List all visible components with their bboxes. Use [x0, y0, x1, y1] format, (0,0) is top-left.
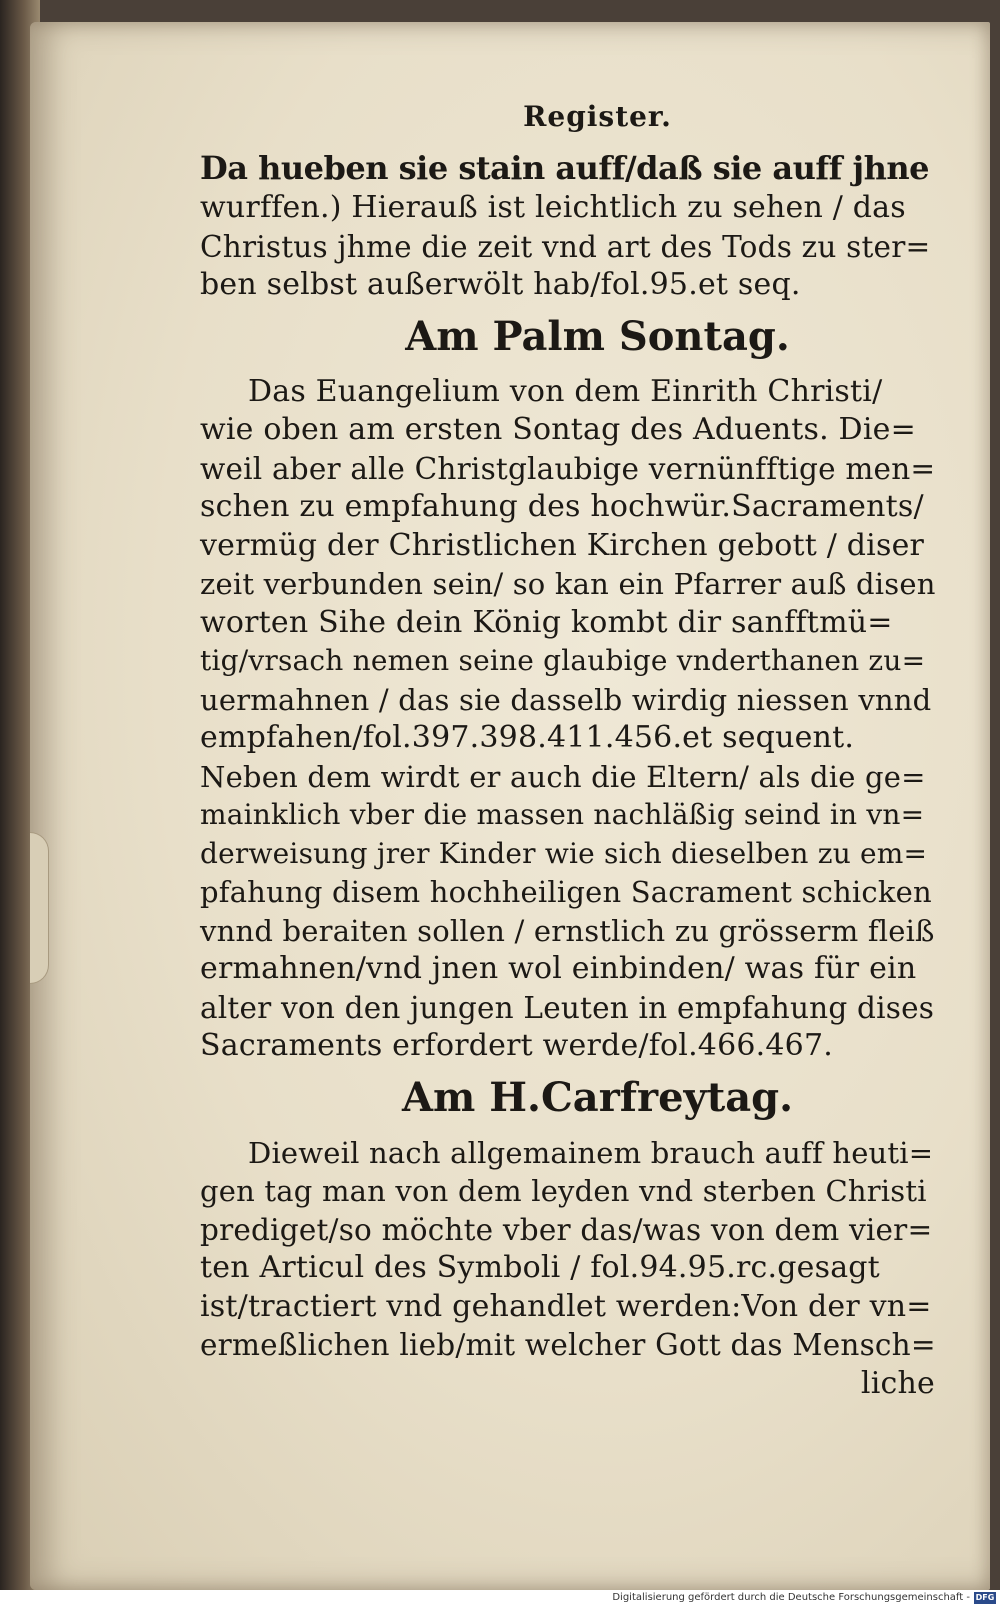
- text-line: gen tag man von dem leyden vnd sterben Christi: [200, 1174, 927, 1208]
- text-line: prediget/so möchte vber das/was von dem vier=: [200, 1212, 933, 1247]
- section-heading: Am Palm Sontag.: [405, 312, 790, 360]
- text-line: ben selbst außerwölt hab/fol.95.et seq.: [200, 267, 801, 302]
- section-1: [200, 147, 935, 305]
- text-line: ten Articul des Symboli / fol.94.95.rc.gesagt: [200, 1250, 880, 1285]
- text-line: Das Euangelium von dem Einrith Christi/: [248, 373, 883, 409]
- text-line: weil aber alle Christglaubige vernünfftige men=: [200, 451, 936, 486]
- text-line: ermahnen/vnd jnen wol einbinden/ was für ein: [200, 951, 917, 986]
- section-heading: Am H.Carfreytag.: [401, 1073, 794, 1121]
- text-line: tig/vrsach nemen seine glaubige vnderthanen zu=: [200, 644, 926, 677]
- footer-text: Digitalisierung gefördert durch die Deutsche Forschungsgemeinschaft -: [612, 1592, 970, 1603]
- section-2: [200, 373, 935, 1066]
- footer: [0, 1590, 1000, 1606]
- section-3: [200, 1134, 935, 1404]
- text-line: uermahnen / das sie dasselb wirdig niessen vnnd: [200, 682, 932, 717]
- text-line: derweisung jrer Kinder wie sich dieselben zu em=: [200, 836, 928, 870]
- text-line: wie oben am ersten Sontag des Aduents. Die=: [200, 412, 916, 447]
- text-line: Sacraments erfordert werde/fol.466.467.: [200, 1028, 833, 1063]
- text-line: empfahen/fol.397.398.411.456.et sequent.: [200, 720, 855, 755]
- text-line: vermüg der Christlichen Kirchen gebott / diser: [200, 527, 925, 563]
- text-line: mainklich vber die massen nachläßig seind in vn=: [200, 798, 925, 831]
- text-line: vnnd beraiten sollen / ernstlich zu grösserm fleiß: [200, 913, 935, 948]
- text-line: Neben dem wirdt er auch die Eltern/ als die ge=: [200, 759, 926, 794]
- running-head: Register.: [523, 100, 672, 133]
- text-line: Dieweil nach allgemainem brauch auff heuti=: [248, 1135, 934, 1170]
- text-line: worten Sihe dein König kombt dir sanfftmü=: [200, 604, 893, 640]
- text-line: alter von den jungen Leuten in empfahung dises: [200, 990, 935, 1025]
- text-line: ermeßlichen lieb/mit welcher Gott das Mensch=: [200, 1328, 936, 1362]
- dfg-logo-icon: DFG: [975, 1593, 995, 1602]
- page-tab: [30, 832, 49, 984]
- text-line: ist/tractiert vnd gehandlet werden:Von der vn=: [200, 1288, 932, 1324]
- text-line: wurffen.) Hierauß ist leichtlich zu sehen / das: [200, 190, 906, 225]
- catchword: liche: [860, 1365, 935, 1401]
- text-line: pfahung disem hochheiligen Sacrament schicken: [200, 875, 932, 909]
- page-text: [200, 90, 935, 1403]
- text-line: Da hueben sie stain auff/daß sie auff jhne: [200, 149, 930, 187]
- text-line: zeit verbunden sein/ so kan ein Pfarrer auß disen: [200, 567, 936, 601]
- text-line: schen zu empfahung des hochwür.Sacraments/: [200, 489, 924, 524]
- text-line: Christus jhme die zeit vnd art des Tods zu ster=: [200, 229, 931, 264]
